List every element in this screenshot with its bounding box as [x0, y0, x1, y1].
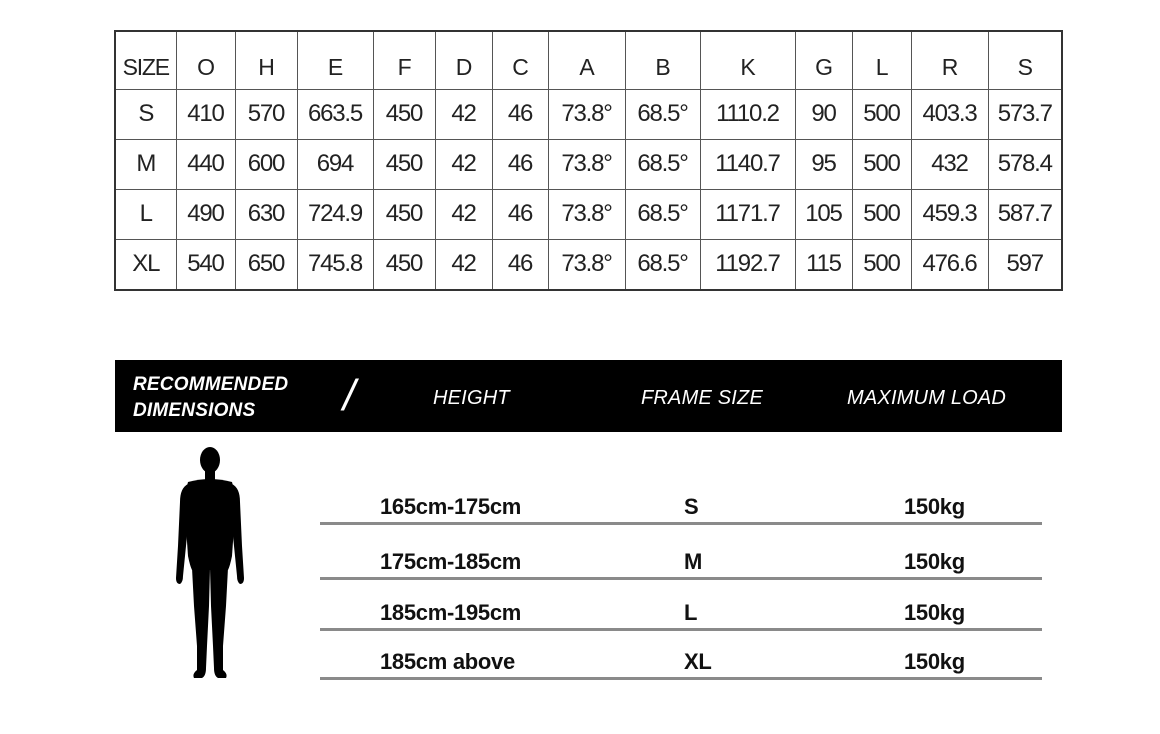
table-cell: L	[115, 189, 176, 239]
recommendation-row	[320, 495, 1042, 519]
table-cell: 1192.7	[700, 239, 795, 290]
header-cell: A	[548, 31, 625, 89]
column-header-maximum-load: MAXIMUM LOAD	[847, 387, 1007, 409]
table-cell: 68.5°	[625, 89, 700, 139]
banner-title	[133, 372, 288, 424]
table-cell: 597	[988, 239, 1062, 290]
row-divider	[320, 628, 1042, 631]
header-cell: O	[176, 31, 235, 89]
table-row	[115, 189, 1062, 239]
header-cell: F	[373, 31, 435, 89]
table-cell: 724.9	[297, 189, 373, 239]
header-cell: D	[435, 31, 492, 89]
table-cell: 500	[852, 189, 911, 239]
banner-title-line1: RECOMMENDED	[133, 374, 289, 395]
table-cell: 663.5	[297, 89, 373, 139]
table-cell: 500	[852, 89, 911, 139]
recommendation-row	[320, 650, 1042, 674]
table-row	[115, 239, 1062, 290]
table-cell: XL	[115, 239, 176, 290]
table-cell: 105	[795, 189, 852, 239]
table-cell: 432	[911, 139, 988, 189]
table-cell: 450	[373, 89, 435, 139]
table-cell: 450	[373, 189, 435, 239]
table-cell: 73.8°	[548, 189, 625, 239]
table-cell: 42	[435, 239, 492, 290]
header-cell: G	[795, 31, 852, 89]
table-cell: 46	[492, 89, 548, 139]
header-cell: S	[988, 31, 1062, 89]
table-cell: 650	[235, 239, 297, 290]
header-cell: R	[911, 31, 988, 89]
height-range: 185cm above	[380, 649, 515, 674]
height-range: 185cm-195cm	[380, 600, 522, 625]
table-cell: 73.8°	[548, 89, 625, 139]
human-silhouette-icon	[172, 446, 248, 682]
table-cell: 450	[373, 139, 435, 189]
frame-size-value: M	[684, 549, 703, 574]
table-cell: 540	[176, 239, 235, 290]
table-cell: 68.5°	[625, 239, 700, 290]
header-cell: L	[852, 31, 911, 89]
table-cell: 500	[852, 239, 911, 290]
frame-size-value: XL	[684, 649, 712, 674]
frame-size-value: S	[684, 494, 699, 519]
table-cell: 403.3	[911, 89, 988, 139]
max-load-value: 150kg	[904, 494, 965, 519]
column-header-frame-size: FRAME SIZE	[641, 387, 764, 409]
table-cell: 587.7	[988, 189, 1062, 239]
table-cell: 46	[492, 139, 548, 189]
table-cell: 745.8	[297, 239, 373, 290]
table-cell: 46	[492, 189, 548, 239]
recommendation-row	[320, 601, 1042, 625]
table-cell: 570	[235, 89, 297, 139]
row-divider	[320, 677, 1042, 680]
table-cell: 1140.7	[700, 139, 795, 189]
banner-slash: /	[343, 371, 356, 420]
header-cell: SIZE	[115, 31, 176, 89]
banner-title-line2: DIMENSIONS	[133, 400, 256, 421]
table-cell: 630	[235, 189, 297, 239]
table-cell: 694	[297, 139, 373, 189]
height-range: 165cm-175cm	[380, 494, 522, 519]
table-cell: 42	[435, 89, 492, 139]
table-cell: 68.5°	[625, 189, 700, 239]
header-cell: K	[700, 31, 795, 89]
table-cell: 73.8°	[548, 139, 625, 189]
table-cell: 68.5°	[625, 139, 700, 189]
max-load-value: 150kg	[904, 549, 965, 574]
max-load-value: 150kg	[904, 600, 965, 625]
row-divider	[320, 577, 1042, 580]
table-row	[115, 139, 1062, 189]
table-cell: 578.4	[988, 139, 1062, 189]
max-load-value: 150kg	[904, 649, 965, 674]
table-cell: 410	[176, 89, 235, 139]
row-divider	[320, 522, 1042, 525]
table-cell: 440	[176, 139, 235, 189]
header-cell: E	[297, 31, 373, 89]
table-cell: 459.3	[911, 189, 988, 239]
table-cell: 90	[795, 89, 852, 139]
table-cell: 42	[435, 189, 492, 239]
table-cell: 1110.2	[700, 89, 795, 139]
table-cell: 450	[373, 239, 435, 290]
table-cell: S	[115, 89, 176, 139]
table-cell: 573.7	[988, 89, 1062, 139]
table-header-row	[115, 31, 1062, 89]
table-cell: 46	[492, 239, 548, 290]
table-cell: 115	[795, 239, 852, 290]
table-cell: 42	[435, 139, 492, 189]
header-cell: B	[625, 31, 700, 89]
table-cell: 600	[235, 139, 297, 189]
height-range: 175cm-185cm	[380, 549, 522, 574]
table-cell: M	[115, 139, 176, 189]
table-cell: 500	[852, 139, 911, 189]
header-cell: C	[492, 31, 548, 89]
column-header-height: HEIGHT	[433, 387, 510, 409]
table-cell: 73.8°	[548, 239, 625, 290]
table-cell: 95	[795, 139, 852, 189]
table-cell: 1171.7	[700, 189, 795, 239]
table-cell: 490	[176, 189, 235, 239]
geometry-table	[114, 30, 1063, 291]
table-cell: 476.6	[911, 239, 988, 290]
recommended-dimensions-banner	[115, 360, 1062, 432]
recommendation-row	[320, 550, 1042, 574]
header-cell: H	[235, 31, 297, 89]
table-row	[115, 89, 1062, 139]
frame-size-value: L	[684, 600, 698, 625]
